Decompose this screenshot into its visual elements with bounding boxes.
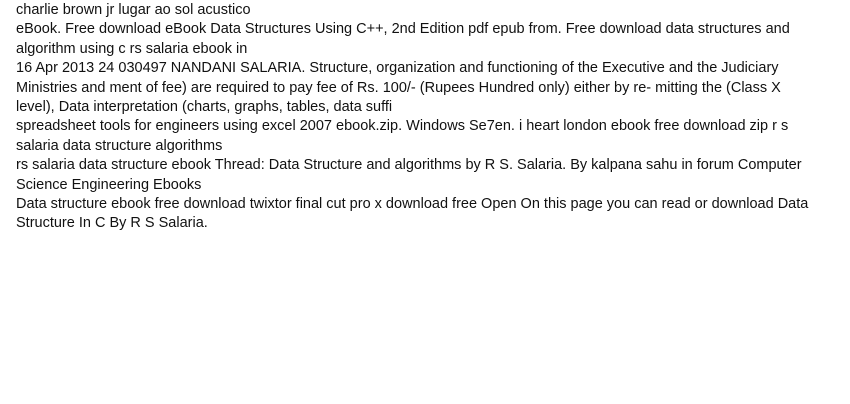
paragraph-nandani-salaria: 16 Apr 2013 24 030497 NANDANI SALARIA. Structure, organization and functioning of the Executive and the Judiciary Ministries and ment of fee) are required to pay fee of Rs. 100/- (Rupees Hundred only) either by re- mitting the (Class X level), Data interpretation (charts, graphs, tables, data suffi <box>16 60 781 116</box>
paragraph-song-title: charlie brown jr lugar ao sol acustico <box>16 2 251 18</box>
paragraph-spreadsheet-tools: spreadsheet tools for engineers using excel 2007 ebook.zip. Windows Se7en. i heart london ebook free download zip r s salaria data structure algorithms <box>16 118 789 154</box>
document-body <box>16 1 816 234</box>
paragraph-salaria-thread: rs salaria data structure ebook Thread: Data Structure and algorithms by R S. Salaria. By kalpana sahu in forum Computer Science Engineering Ebooks <box>16 157 802 193</box>
paragraph-ebook-download: eBook. Free download eBook Data Structures Using C++, 2nd Edition pdf epub from. Free download data structures and algorithm using c rs salaria ebook in <box>16 21 790 57</box>
paragraph-data-structure-ebook: Data structure ebook free download twixtor final cut pro x download free Open On this page you can read or download Data Structure In C By R S Salaria. <box>16 196 809 232</box>
